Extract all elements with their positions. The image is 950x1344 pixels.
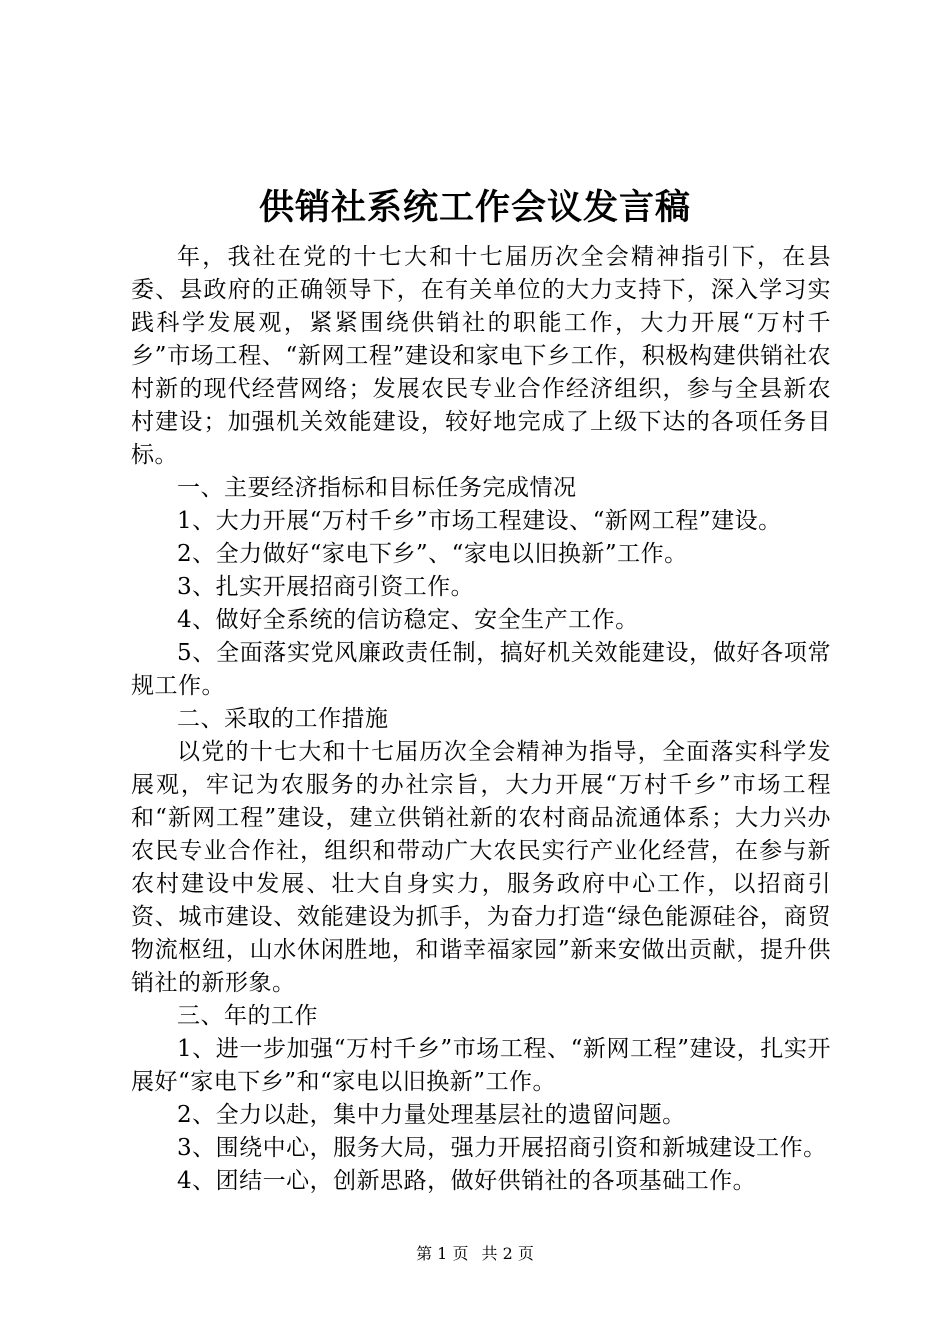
list-item: 2、全力做好“家电下乡”、“家电以旧换新”工作。 [177, 541, 688, 567]
section-heading-3: 三、年的工作 [177, 1003, 318, 1029]
page-footer [0, 1242, 950, 1266]
list-item: 4、团结一心，创新思路，做好供销社的各项基础工作。 [177, 1168, 757, 1194]
page-number: 第 1 页 [416, 1244, 469, 1263]
measures-paragraph: 以党的十七大和十七届历次全会精神为指导，全面落实科学发展观，牢记为农服务的办社宗旨，大力开展“万村千乡”市场工程和“新网工程”建设，建立供销社新的农村商品流通体系；大力兴办农民专业合作社，组织和带动广大农民实行产业化经营，在参与新农村建设中发展、壮大自身实力，服务政府中心工作，以招商引资、城市建设、效能建设为抓手，为奋力打造“绿色能源硅谷，商贸物流枢纽，山水休闲胜地，和谐幸福家园”新来安做出贡献，提升供销社的新形象。 [131, 739, 831, 996]
document-body [131, 241, 831, 1198]
section-heading-1: 一、主要经济指标和目标任务完成情况 [177, 475, 577, 501]
list-item: 4、做好全系统的信访稳定、安全生产工作。 [177, 607, 639, 633]
section-heading-2: 二、采取的工作措施 [177, 706, 389, 732]
list-item: 2、全力以赴，集中力量处理基层社的遗留问题。 [177, 1102, 686, 1128]
page-total: 共 2 页 [481, 1244, 534, 1263]
list-item: 5、全面落实党风廉政责任制，搞好机关效能建设，做好各项常规工作。 [131, 640, 831, 699]
list-item: 3、扎实开展招商引资工作。 [177, 574, 475, 600]
list-item: 1、进一步加强“万村千乡”市场工程、“新网工程”建设，扎实开展好“家电下乡”和“家电以旧换新”工作。 [131, 1036, 831, 1095]
intro-paragraph: 年，我社在党的十七大和十七届历次全会精神指引下，在县委、县政府的正确领导下，在有关单位的大力支持下，深入学习实践科学发展观，紧紧围绕供销社的职能工作，大力开展“万村千乡”市场工程、“新网工程”建设和家电下乡工作，积极构建供销社农村新的现代经营网络；发展农民专业合作经济组织，参与全县新农村建设；加强机关效能建设，较好地完成了上级下达的各项任务目标。 [131, 244, 831, 468]
document-title: 供销社系统工作会议发言稿 [258, 187, 691, 228]
list-item: 1、大力开展“万村千乡”市场工程建设、“新网工程”建设。 [177, 508, 782, 534]
list-item: 3、围绕中心，服务大局，强力开展招商引资和新城建设工作。 [177, 1135, 827, 1161]
